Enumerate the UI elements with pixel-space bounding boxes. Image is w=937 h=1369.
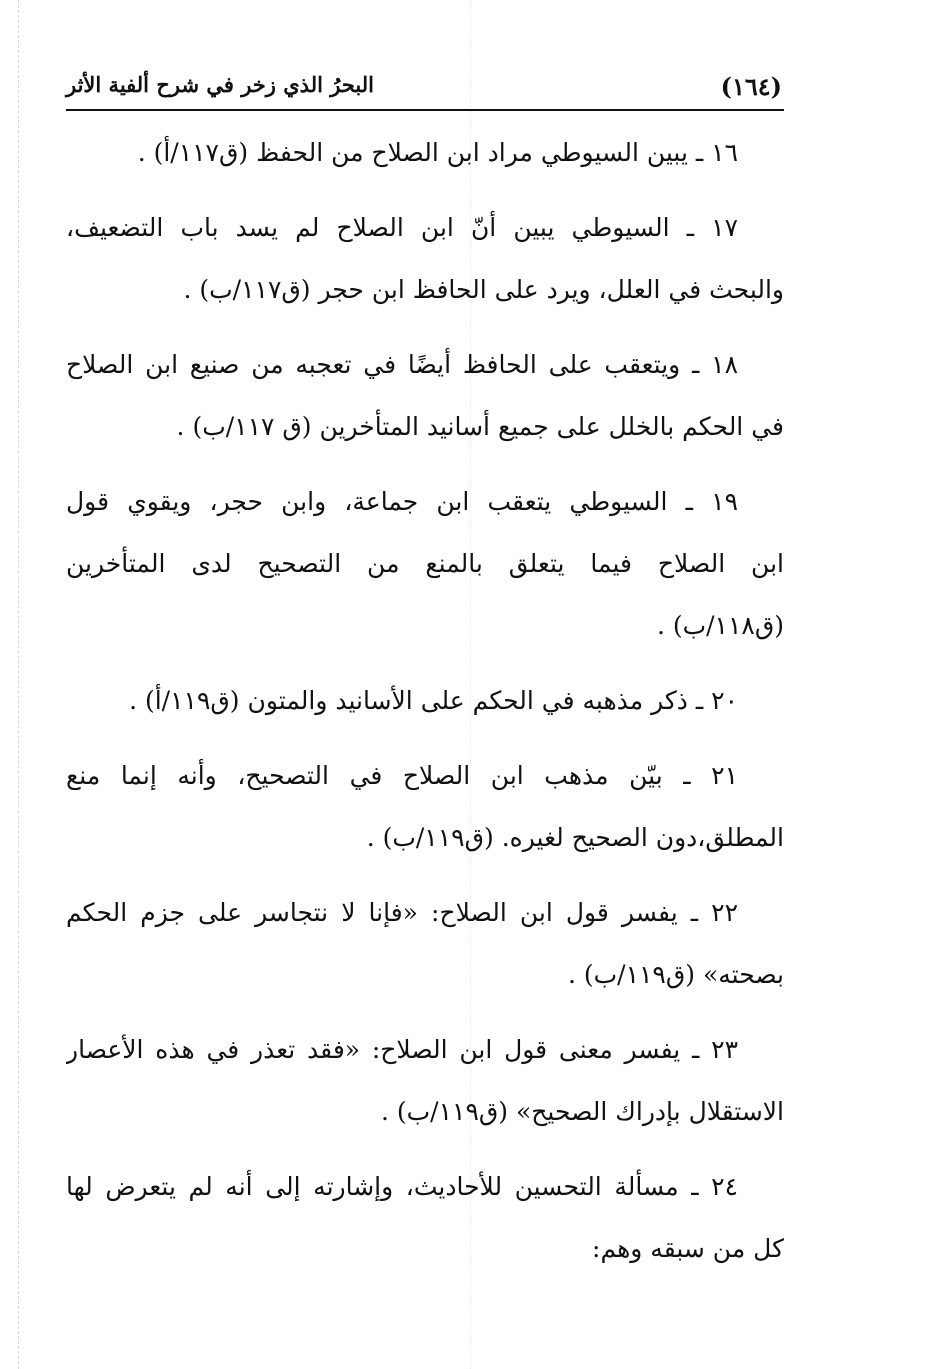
text-line: بصحته» (ق١١٩/ب) . — [567, 960, 784, 989]
text-line: ١٩ ـ السيوطي يتعقب ابن جماعة، وابن حجر، ويقوي قول — [66, 487, 738, 516]
header-rule — [66, 109, 784, 111]
text-line: والبحث في العلل، ويرد على الحافظ ابن حجر (ق١١٧/ب) . — [183, 275, 784, 304]
list-item — [66, 1019, 784, 1143]
text-line: ١٨ ـ ويتعقب على الحافظ أيضًا في تعجبه من صنيع ابن الصلاح — [66, 350, 738, 379]
page-number: (١٦٤) — [720, 72, 782, 101]
page-header — [66, 62, 784, 108]
list-item — [66, 334, 784, 458]
list-item — [66, 745, 784, 869]
list-item — [66, 197, 784, 321]
text-line: (ق١١٨/ب) . — [656, 611, 784, 640]
text-line: ابن الصلاح فيما يتعلق بالمنع من التصحيح لدى المتأخرين — [66, 549, 784, 578]
text-line: ١٧ ـ السيوطي يبين أنّ ابن الصلاح لم يسد باب التضعيف، — [66, 213, 738, 242]
running-title: البحرُ الذي زخر في شرح ألفية الأثر — [66, 72, 374, 97]
text-line: الاستقلال بإدراك الصحيح» (ق١١٩/ب) . — [380, 1097, 784, 1126]
list-item — [66, 882, 784, 1006]
text-line: كل من سبقه وهم: — [592, 1234, 784, 1263]
list-item — [66, 471, 784, 657]
page-body — [66, 122, 784, 1293]
text-line: ٢٠ ـ ذكر مذهبه في الحكم على الأسانيد والمتون (ق١١٩/أ) . — [129, 686, 738, 715]
text-line: المطلق،دون الصحيح لغيره. (ق١١٩/ب) . — [366, 823, 784, 852]
text-line: ٢١ ـ بيّن مذهب ابن الصلاح في التصحيح، وأنه إنما منع — [66, 761, 738, 790]
list-item — [66, 670, 784, 732]
list-item — [66, 122, 784, 184]
text-line: ٢٢ ـ يفسر قول ابن الصلاح: «فإنا لا نتجاسر على جزم الحكم — [66, 898, 738, 927]
text-line: ٢٣ ـ يفسر معنى قول ابن الصلاح: «فقد تعذر في هذه الأعصار — [66, 1035, 738, 1064]
scan-guide-line — [18, 0, 19, 1369]
text-line: ٢٤ ـ مسألة التحسين للأحاديث، وإشارته إلى أنه لم يتعرض لها — [66, 1172, 738, 1201]
text-line: ١٦ ـ يبين السيوطي مراد ابن الصلاح من الحفظ (ق١١٧/أ) . — [137, 138, 738, 167]
text-line: في الحكم بالخلل على جميع أسانيد المتأخرين (ق ١١٧/ب) . — [176, 412, 784, 441]
list-item — [66, 1156, 784, 1280]
